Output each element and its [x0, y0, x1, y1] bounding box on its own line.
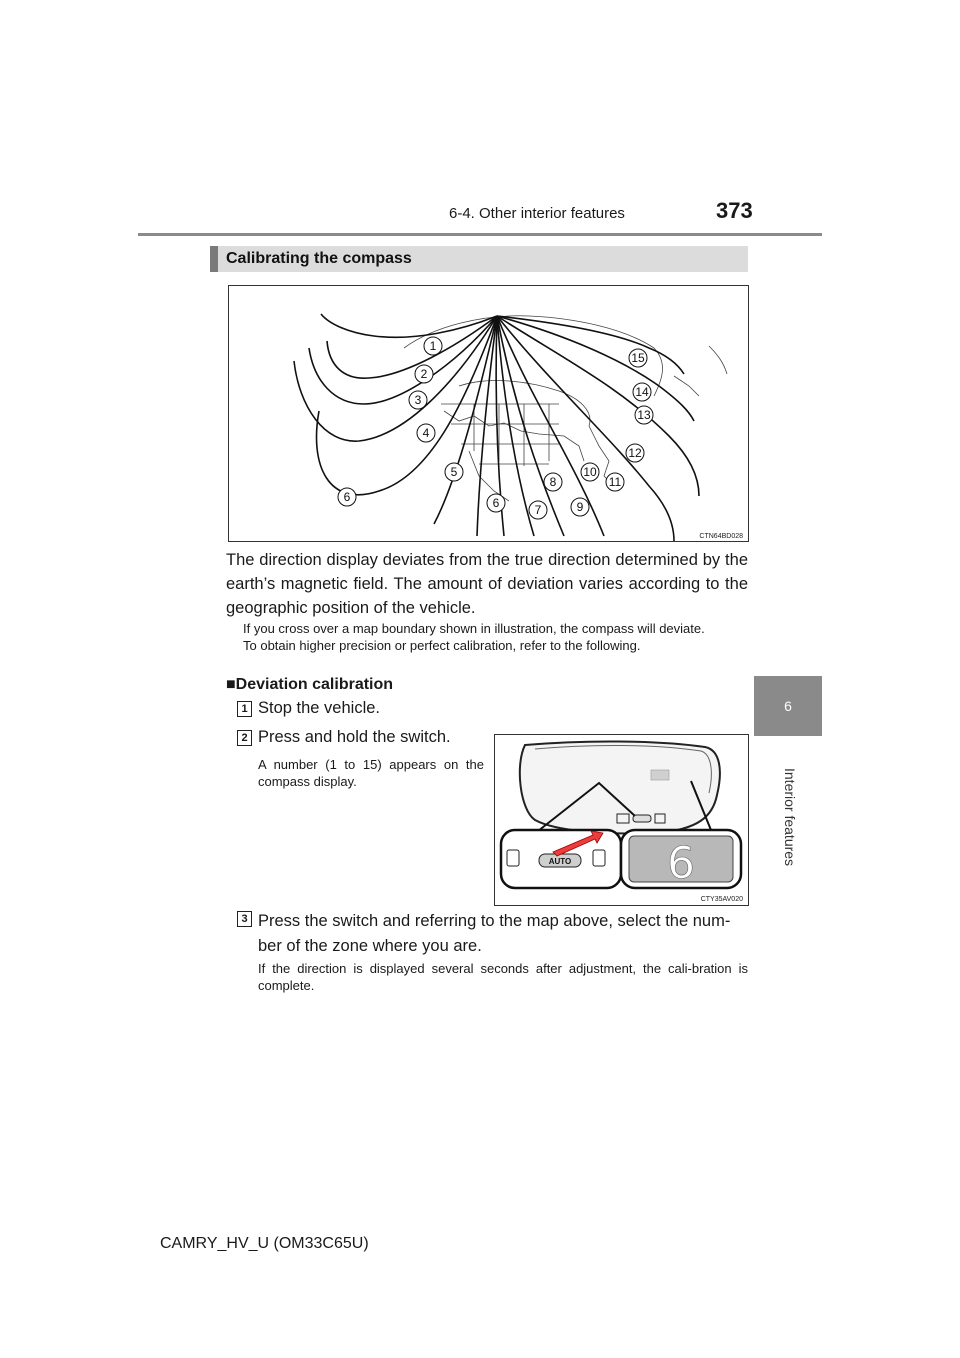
- zone-label: 14: [635, 385, 649, 399]
- zone-label: 4: [422, 426, 430, 440]
- zone-label: 8: [549, 475, 557, 489]
- intro-note: [243, 620, 748, 654]
- chapter-tab-number: 6: [784, 698, 792, 714]
- header-section-title: 6-4. Other interior features: [449, 205, 625, 222]
- zone-label: 13: [637, 408, 651, 422]
- intro-paragraph: The direction display deviates from the true direction determined by the earth’s magnetic field. The amount of deviation varies according to the geographic position of the vehicle.: [226, 551, 748, 617]
- header-divider: [138, 233, 822, 236]
- zone-label: 15: [631, 351, 645, 365]
- map-figure-code: CTN64BD028: [699, 533, 743, 540]
- zone-label: 6: [492, 496, 500, 510]
- chapter-tab-label-wrap: [778, 768, 798, 867]
- compass-zone-map: [228, 285, 749, 542]
- zone-map-illustration: [229, 286, 748, 541]
- step-number-box: 3: [237, 911, 252, 927]
- step-text: Press the switch and referring to the map above, select the num-ber of the zone where you are.: [258, 912, 731, 955]
- step-note: If the direction is displayed several seconds after adjustment, the cali-bration is complete.: [258, 961, 748, 993]
- zone-label: 5: [450, 465, 458, 479]
- mirror-illustration: [494, 734, 749, 906]
- zone-label: 2: [420, 367, 428, 381]
- step-number-box: 2: [237, 730, 252, 746]
- subheading: ■Deviation calibration: [226, 676, 394, 693]
- zone-label: 7: [534, 503, 542, 517]
- step-note: A number (1 to 15) appears on the compass display.: [258, 757, 484, 789]
- zone-label: 3: [414, 393, 422, 407]
- zone-label: 6: [343, 490, 351, 504]
- compass-display-digit: 6: [667, 838, 695, 889]
- intro-note-line: If you cross over a map boundary shown in illustration, the compass will deviate.: [243, 621, 705, 636]
- step-text: Stop the vehicle.: [258, 699, 380, 717]
- section-title-bar: [210, 246, 748, 272]
- footer-model-code: CAMRY_HV_U (OM33C65U): [160, 1235, 369, 1252]
- mirror-compass-illustration: [495, 735, 748, 905]
- step-text: Press and hold the switch.: [258, 728, 451, 746]
- zone-label: 10: [583, 465, 597, 479]
- auto-button-label: AUTO: [548, 857, 572, 866]
- zone-label: 11: [608, 475, 622, 489]
- chapter-tab-label: Interior features: [782, 768, 798, 867]
- page-number: 373: [716, 198, 753, 223]
- mirror-figure-code: CTY35AV020: [700, 896, 743, 903]
- step-number-box: 1: [237, 701, 252, 717]
- zone-label: 12: [628, 446, 642, 460]
- section-title: Calibrating the compass: [226, 250, 412, 267]
- intro-note-line: To obtain higher precision or perfect calibration, refer to the following.: [243, 638, 641, 653]
- zone-label: 1: [429, 339, 437, 353]
- zone-label: 9: [576, 500, 584, 514]
- chapter-tab: [754, 676, 822, 736]
